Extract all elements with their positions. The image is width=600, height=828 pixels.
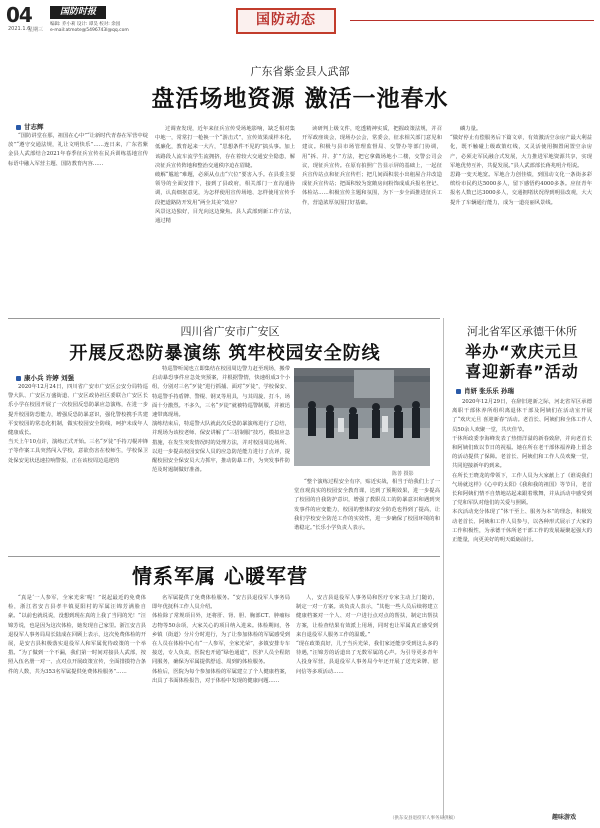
article1-col3: 读研判上级文件，吃透精神实质，把握政策法规，并召开军政座谈会，现场办公会，常委会，征求相关部门意见和建议。积极与县市场管理监督局、交警办等部门协调，用“拆、并、扩”方法，把它拿做场地小二楼，交警公司会议，现征兵宣传。在原有拍照广告显示屏的基础上，一起征兵宣传站点和征兵宣传栏；把几间面积装小出租屋合并改造成征兵宣传站；把面积较为宽敞房间粉饰成成兵报名登记、体检站……积极宣传主题和氛围，为下一步全面推进征兵工作，营造浓厚氛围打好基础。 bbox=[302, 126, 442, 206]
article4-col2: 名军属提供了免费体检服务。“安吉县退役军人事务局即年优抚科工作人员介绍。 体检除了常规项目外，还将肝、肾、胆、胸部CT、肿瘤标志物等50余项，大家关心的项目纳入进来。体检期间，各乡镇（街道）分片分时进行，为了让参加体检的军属感受到在人员在体检中心有“一人参军，全家光荣”，多镇安排专车接送，专人负责，医院也开通“绿色通道”，医护人员全程陪同服务，确保为军属提供舒适、周到的体检服务。 体检后，医院为每个参加体检的军属建立了个人健康档案，出具了书面体检报告，对于体检中发现的健康问题…… bbox=[152, 595, 290, 684]
article1-author: 甘志辉 bbox=[24, 123, 44, 131]
article1-col2: 过调查发现，近年来征兵宣传受场地影响，缺乏相对集中地一，常常打一枪换一个“游击式”，宣传效果成样本化，低廉化，教育起来一大片，“思想条件不见的”搞头事。加上该路段人流车流学生流拥挤，存在着较大交通安全隐患，解决征兵宣传阵地和整治交通秩序迫在眉睫。 破解“尴尬”难题，必须从点击“穴位”要害入手。在县委主要领导的全面安排下，接到了县政府，相关部门一直沟通协调，认真细抠意见，为怎样使用宣传场地、怎样使用宣传手段把道路防开发用“两全其美”效应？ 风景这边独好，目光向这边聚焦。县人武部到新工作方法，通过精 bbox=[155, 126, 295, 225]
article1-col4: 磷力量。 “做好停止有偿服务后下篇文章，有效激活空余房产最大利益化，既不触碰上级政策红线，又灵活使用搁置闲置空余房产，必须走军民融合式发展，大力推进军地资源共享，实现军地优势互补，共促发展。”县人武部部长蒋兆明介绍说。 思路一变天地宽。军地合力创佳绩，到国动文化一条街多彩缤纷市民约达5000多人，留下感悟约4000多条。应征青年报名人数已达3000多人，交通拥堵状况得到明显改观，大大提升了车辆通行能力，成为一道亮丽风景线。 bbox=[450, 126, 592, 206]
page-number: 04 bbox=[6, 3, 32, 27]
article1-byline bbox=[16, 122, 44, 131]
article2-byline bbox=[16, 373, 74, 382]
article3-headline-line2: 喜迎新春”活动 bbox=[465, 362, 579, 381]
drill-photo-image bbox=[294, 368, 430, 466]
article2-kicker: 四川省广安市广安区 bbox=[180, 325, 280, 338]
article2-col3: “整个演练过程安全有序，贴近实战，相当于给我们上了一堂直观真实的校园安全教育课，达到了预期效果，进一步提高了校园的自我防护意识，增强了教职员工的防暴意识和遇到突发事件的应变能力，校园的整体的安全防范也得到了提高，让我们学校安全防范工作的实效性，进一步确保了校园环境的和谐稳定。”长乐小学负责人表示。 bbox=[294, 479, 440, 532]
article1-col1: “国防讲堂在那，祖国在心中”“让新时代青春在军营中绽放”“遵守交通法规，礼让文明快乐”……连日来，广东省紫金县人武部结合2021年春季征兵宣传在民兵训练基地宣传标语中融入军营主题、国防教育内容…… bbox=[8, 133, 148, 167]
header-rule bbox=[350, 20, 594, 21]
contact-email: e-mail:atmote@5496743l@qq.com bbox=[50, 28, 129, 33]
page-header bbox=[0, 0, 600, 40]
article1-kicker: 广东省紫金县人武部 bbox=[250, 65, 350, 78]
divider bbox=[8, 318, 440, 319]
section-title: 国防动态 bbox=[256, 12, 316, 28]
article4-headline: 情系军属 心暖军营 bbox=[132, 564, 308, 588]
article2-author: 康小兵 许婷 刘强 bbox=[24, 374, 75, 382]
drill-photo bbox=[294, 368, 430, 466]
article2-col1: 2020年12月24日，四川省广安市广安区公安分局特巡警大队、广安区万盛街道、广安区政协社区委联合广安区长乐小学在校园开展了一次校园反恐防暴应急演练，在进一步提升校园防恐能力，增强反恐防暴意识，强化警校携手共建平安校园的常态化机制，做实校园安全防线，呵护未成年人健康成长。 当天上午10点许，演练正式开始。三名“歹徒”手持刀棍冲锋子等作案工具突然闯入学校，意欲伤害在校师生，学校保卫处保安见状迅速拉响警报，正在该校周边巡逻的 bbox=[8, 384, 148, 464]
pencil-icon bbox=[16, 376, 21, 381]
article3-kicker: 河北省军区承德干休所 bbox=[467, 325, 577, 338]
article4-col3: 人，安吉县退役军人事务局和医疗专家主动上门随访，制定一对一方案。该负责人表示，“其他一些人员后续将建立健康档案对一个人、对一户进行点对点的帮扶，制定出帮扶方案，让检查结果有效派上用场，同时也让军属真正感受到来自退役军人服务工作的温暖。” “现在政策真好，儿子当兵光荣，我们家还能享受到这么多的待遇，”汪锦芳的话道出了无数军属的心声。为引导更多青年人投身军营，县退役军人事务局今年还开展了送光荣牌、慰问信等多项活动…… bbox=[296, 595, 438, 675]
corner-label: 趣味游戏 bbox=[552, 814, 577, 821]
article1-headline: 盘活场地资源 激活一池春水 bbox=[151, 86, 449, 112]
article3-headline-line1: 举办“欢庆元旦 bbox=[465, 342, 579, 361]
issue-weekday: 星期三 bbox=[28, 27, 44, 33]
pencil-icon bbox=[456, 389, 461, 394]
photo-caption: 陈善 摄影 bbox=[392, 471, 414, 477]
article2-headline: 开展反恐防暴演练 筑牢校园安全防线 bbox=[69, 343, 381, 364]
article3-col1: 2020年12月29日，在辞旧迎新之际，河北省军区承德离职干部休养所组织离退休干部及阿姨们在活动室开展了“欢庆元旦 喜迎新春”活动。老首长、阿姨们和全体工作人员50余人欢聚一堂，共庆佳节。 干休所政委李海峰发表了热情洋溢的新春致辞，并向老首长和阿姨们致以节日的祝福。她在所在老干部休福养路上留念的活动提供了保障。老首长、阿姨们和工作人员欢聚一堂，共同迎接新年的到来。 在所长王晓龙的带领下，工作人员为大家献上了《谁说我们气场就这样》《心中的太阳》《我和我的祖国》等节目，老首长和阿姨们情不自禁地站起来跟着歌舞，并从活动中感受到了党和军队对他们的关爱与照顾。 本次活动充分体现了“休干至上、服务为本”的理念，积极发动老首长、阿姨和工作人员参与，以各种形式展示了大家的工作积极性，为承德干休所老干部工作的发展凝聚起强大的正能量，向更美好的明天砥砺前行。 bbox=[452, 399, 592, 544]
issue-date: 2021.1.6 bbox=[8, 26, 31, 32]
divider bbox=[8, 556, 440, 557]
paper-logo: 国防时报 bbox=[50, 6, 106, 19]
article2-col2: 特巡警听闻也立即集结在校园周边警力赶至现场，搬带启动暴恐事件应急处突预案，并根据警情，快速组成3个小组，分别对三名“歹徒”进行抓捕、面对“歹徒”，学校保安、特巡警手持盾牌、警棍、钢叉等用具，与其周旋、打斗，场面十分激烈。不多久，三名“歹徒”就被特巡警制服，并被迅速带离现场。 演练结束后，特巡警大队就此次反恐防暴演练进行了总结，并现场为该校老师、保安讲解了“三招制服”技巧，模拟应急措施，在发生突发情况时的处理方法，并对校园周边场所、以进一步提高校园安保人员的应急防范能力进行了点评，提醒校园安全保安员大力抓牢，推动防暴工作，为突发事件防范及时遏制做好准备。 bbox=[152, 366, 290, 474]
article3-byline bbox=[456, 386, 514, 395]
pencil-icon bbox=[16, 125, 21, 130]
column-divider bbox=[443, 318, 444, 818]
staff-credits: 编辑: 乔小莉 设计: 谭昊 校对: 余园 bbox=[50, 22, 121, 27]
source-note: （供东安县退役军人事务局供稿） bbox=[390, 816, 458, 821]
article4-col1: “真是‘一人参军，全家光荣’呢！”说起最近的免费体检，浙江省安吉县孝丰镇夏阳村的军属汪锦芳满脸自豪。“以前也就说说，没想到现在真的上我了当同的光！”汪锦芳说，也是因为这次体检，她发现自己家里。浙江安吉县退役军人事务局局长陆成在回顾上表示，这次免费体检的开展，是安吉县积极落实退役军人和军属优待政策的一个举措。“为了做到一个不漏，我们第一时间对接县人武部，按照入伍名册一对一、点对点开展政策宣传，全面排摸符合条件的人数，共为353名军属提供免费体检服务”…… bbox=[8, 595, 146, 675]
article3-author: 肖妍 张乐乐 孙瑞 bbox=[464, 387, 515, 395]
